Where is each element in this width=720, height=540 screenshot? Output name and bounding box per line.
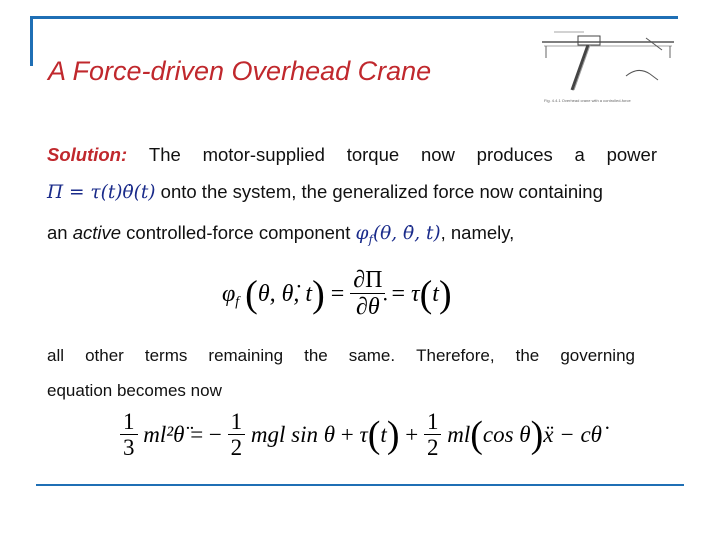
frame-left-rule xyxy=(30,16,33,66)
word: remaining xyxy=(208,346,284,365)
eq2-frac-1: $\frac{1}{3}$ xyxy=(120,410,138,460)
word: the xyxy=(304,346,328,365)
eq-phi: φ xyxy=(222,280,236,307)
active-word: active xyxy=(72,222,122,243)
figure-caption: Fig. 4.4.1 Overhead crane with a controlled-force xyxy=(544,98,631,103)
word: now xyxy=(420,144,455,165)
word: motor-supplied xyxy=(202,144,325,165)
phi-symbol: φ xyxy=(355,223,369,244)
line-text: , namely, xyxy=(440,222,515,243)
solution-line-2 xyxy=(47,181,657,203)
word: other xyxy=(85,346,124,365)
line-text: controlled-force component xyxy=(121,222,356,243)
power-formula: Π = τ(t)θ̇(t) xyxy=(47,182,156,203)
eq2-term-3: τ xyxy=(359,422,368,448)
line-text: onto the system, the generalized force now containing xyxy=(155,181,603,202)
eq2-frac-3: $\frac{1}{2}$ xyxy=(424,410,442,460)
word: governing xyxy=(560,346,635,365)
line-text: an xyxy=(47,222,73,243)
word: all xyxy=(47,346,65,365)
slide-title: A Force-driven Overhead Crane xyxy=(48,56,432,86)
word: terms xyxy=(144,346,188,365)
word: torque xyxy=(346,144,400,165)
eq2-term-5: ẍ − cθ̇ xyxy=(543,422,602,448)
phi-args: (θ, θ̇, t) xyxy=(372,223,441,244)
frame-top-rule xyxy=(30,16,678,19)
eq2-frac-2: $\frac{1}{2}$ xyxy=(228,410,246,460)
frac-numerator: ∂Π xyxy=(350,268,385,294)
eq-phi-args: θ, θ̇, t xyxy=(257,280,313,307)
equation-governing: $\frac{1}{3}$ ml²θ̈ = − $\frac{1}{2}$ mgl sin θ + τ(t) + $\frac{1}{2}$ ml(cos θ)ẍ − cθ̇ xyxy=(120,410,602,460)
eq2-term-2: mgl sin θ xyxy=(250,422,336,448)
word: produces xyxy=(476,144,553,165)
eq2-term-1: ml²θ̈ xyxy=(143,422,185,448)
solution-line-1 xyxy=(47,144,657,166)
eq2-term-4: ml xyxy=(447,422,471,448)
word: same. xyxy=(348,346,396,365)
solution-line-3 xyxy=(47,222,657,247)
crane-figure xyxy=(534,24,682,106)
eq-tau-arg: t xyxy=(432,280,439,307)
word: The xyxy=(148,144,181,165)
eq2-term-4-arg: cos θ xyxy=(482,422,531,448)
solution-label: Solution: xyxy=(47,144,128,165)
equation-generalized-force: $\varphi_f$ (θ, θ̇, t) = $\frac{\partial\Pi}{\partial\thetȧ}$ = τ(t) xyxy=(222,267,452,321)
word: power xyxy=(606,144,657,165)
word: Therefore, xyxy=(416,346,495,365)
eq-partial-fraction xyxy=(350,268,385,321)
body-line-4 xyxy=(47,346,635,366)
eq2-term-3-arg: t xyxy=(380,422,387,448)
eq-phi-sub: f xyxy=(235,294,240,310)
frame-bottom-rule xyxy=(36,484,684,486)
phi-subscript: f xyxy=(368,232,373,247)
eq-tau: τ xyxy=(411,280,420,307)
word: the xyxy=(515,346,540,365)
body-line-5: equation becomes now xyxy=(47,381,222,400)
frac-denominator: ∂θ̇ xyxy=(356,294,380,321)
word: a xyxy=(574,144,585,165)
